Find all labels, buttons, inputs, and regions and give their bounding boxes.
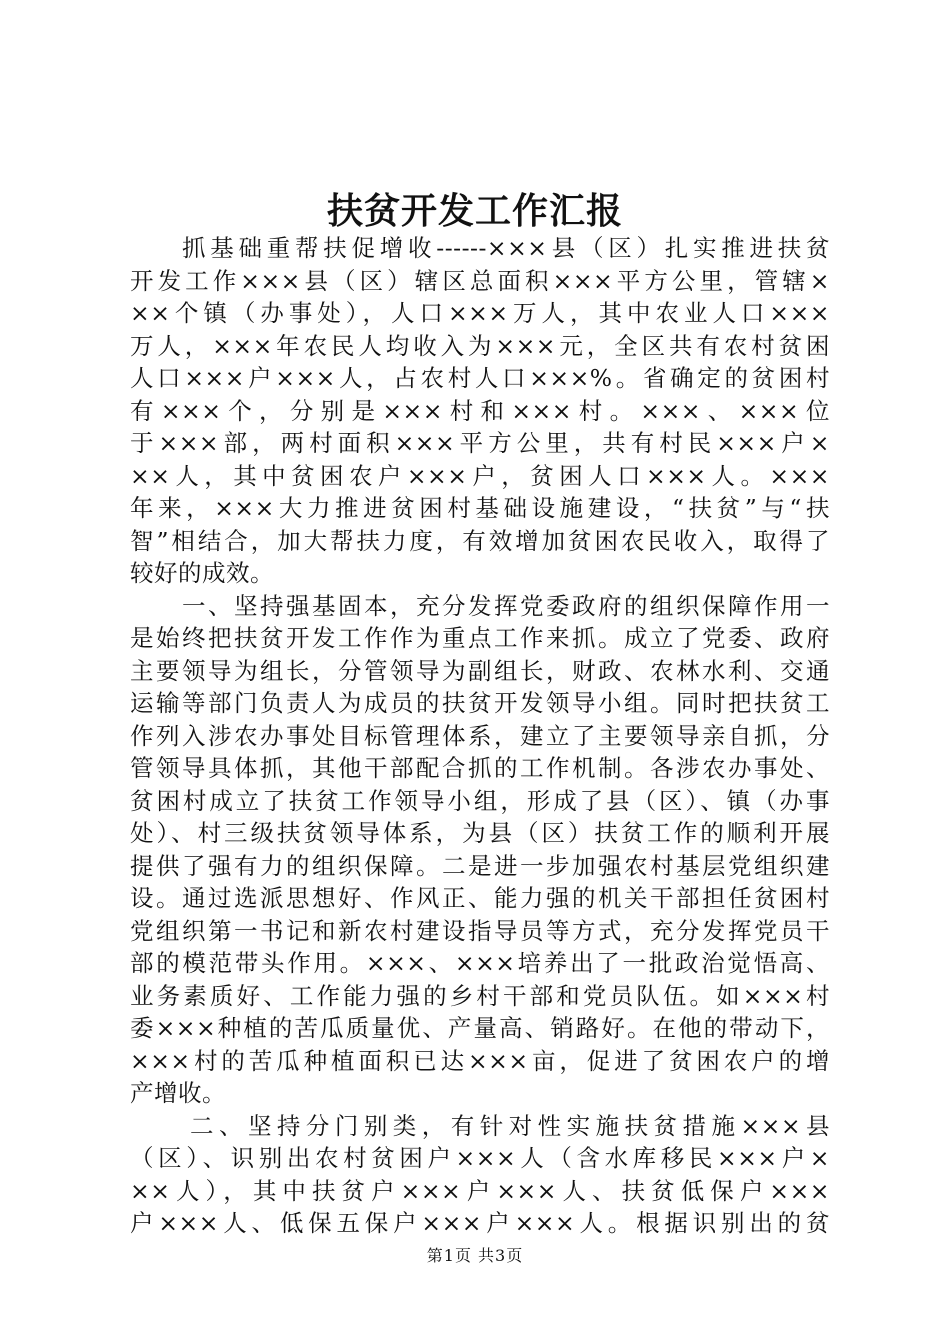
text-line: 部的模范带头作用。×××、×××培养出了一批政治觉悟高、 [130,949,830,977]
text-line: ×××村的苦瓜种植面积已达×××亩，促进了贫困农户的增 [130,1046,830,1075]
text-line: （区）、识别出农村贫困户×××人（含水库移民×××户× [130,1144,830,1172]
text-line: 有×××个，分别是×××村和×××村。×××、×××位 [130,396,830,425]
document-title: 扶贫开发工作汇报 [326,191,623,232]
text-line: 作列入涉农办事处目标管理体系，建立了主要领导亲自抓，分 [130,721,830,750]
text-line: ××人），其中扶贫户×××户×××人、扶贫低保户××× [130,1176,830,1205]
text-line: 主要领导为组长，分管领导为副组长，财政、农林水利、交通 [130,656,830,685]
text-line: 业务素质好、工作能力强的乡村干部和党员队伍。如×××村 [130,981,830,1010]
text-line: 贫困村成立了扶贫工作领导小组，形成了县（区）、镇（办事 [130,786,830,815]
text-line: 委×××种植的苦瓜质量优、产量高、销路好。在他的带动下， [130,1014,830,1042]
text-line: 提供了强有力的组织保障。二是进一步加强农村基层党组织建 [130,851,830,880]
document-body [130,232,830,1240]
text-line: 二、坚持分门别类，有针对性实施扶贫措施×××县 [190,1111,830,1140]
text-line: 智”相结合，加大帮扶力度，有效增加贫困农民收入，取得了 [130,526,830,555]
text-line: 人口×××户×××人，占农村人口×××%。省确定的贫困村 [130,364,830,392]
text-line: 抓基础重帮扶促增收------×××县（区）扎实推进扶贫 [182,234,830,262]
text-line: 户×××人、低保五保户×××户×××人。根据识别出的贫 [130,1209,830,1237]
text-line: 年来，×××大力推进贫困村基础设施建设，“扶贫”与“扶 [130,494,830,522]
page-number-footer: 第1页 共3页 [426,1246,524,1265]
text-line: 一、坚持强基固本，充分发挥党委政府的组织保障作用一 [182,591,830,620]
text-line: ××人，其中贫困农户×××户，贫困人口×××人。××× [130,461,830,490]
text-line: 处）、村三级扶贫领导体系，为县（区）扶贫工作的顺利开展 [130,819,830,847]
text-line: 于×××部，两村面积×××平方公里，共有村民×××户× [130,429,830,457]
text-line: 运输等部门负责人为成员的扶贫开发领导小组。同时把扶贫工 [130,689,830,717]
text-line: 万人，×××年农民人均收入为×××元，全区共有农村贫困 [130,331,830,360]
text-line: 是始终把扶贫开发工作作为重点工作来抓。成立了党委、政府 [130,624,830,652]
text-line: 设。通过选派思想好、作风正、能力强的机关干部担任贫困村 [130,884,830,912]
text-line: 开发工作×××县（区）辖区总面积×××平方公里，管辖× [130,266,830,295]
text-line: 党组织第一书记和新农村建设指导员等方式，充分发挥党员干 [130,916,830,945]
text-line: 产增收。 [130,1079,226,1107]
text-line: ××个镇（办事处），人口×××万人，其中农业人口××× [130,299,830,327]
text-line: 较好的成效。 [130,559,274,587]
text-line: 管领导具体抓，其他干部配合抓的工作机制。各涉农办事处、 [130,754,830,782]
